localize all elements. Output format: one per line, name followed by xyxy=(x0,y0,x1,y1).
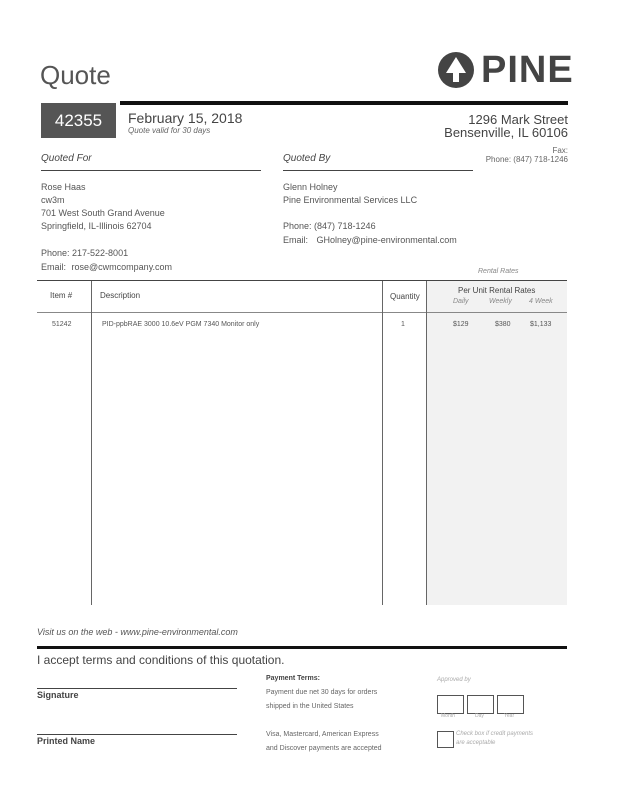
brand-name: PINE xyxy=(481,48,574,91)
quoted-for-divider xyxy=(41,170,261,171)
rental-rates-label: Rental Rates xyxy=(478,268,519,275)
credit-check-line1: Check box if credit payments xyxy=(456,731,534,737)
header-description: Description xyxy=(100,291,141,300)
client-email-label: Email: xyxy=(41,262,67,272)
client-name: Rose Haas xyxy=(41,182,86,192)
approval-month-box[interactable] xyxy=(437,695,464,714)
quoted-by-label: Quoted By xyxy=(283,153,331,164)
payment-cards-line1: Visa, Mastercard, American Express xyxy=(266,731,379,738)
rep-phone: Phone: (847) 718-1246 xyxy=(283,221,376,231)
client-city: Springfield, IL-Illinois 62704 xyxy=(41,221,152,231)
footer-divider xyxy=(37,646,567,649)
signature-line[interactable] xyxy=(37,688,237,689)
accept-terms: I accept terms and conditions of this quotation. xyxy=(37,653,285,667)
header-per-unit-rates: Per Unit Rental Rates xyxy=(458,286,536,295)
row-weekly: $380 xyxy=(495,321,511,328)
credit-checkbox[interactable] xyxy=(437,731,454,748)
credit-check-line2: are acceptable xyxy=(456,740,496,746)
column-divider-item xyxy=(91,281,92,605)
payment-terms-line1: Payment due net 30 days for orders xyxy=(266,689,378,696)
table-header-border xyxy=(37,312,567,313)
box-label-year: Year xyxy=(504,713,515,719)
client-phone: Phone: 217-522-8001 xyxy=(41,248,129,258)
quote-date: February 15, 2018 xyxy=(128,110,243,126)
header-divider xyxy=(120,101,568,105)
client-company: cw3m xyxy=(41,195,65,205)
quote-validity: Quote valid for 30 days xyxy=(128,126,211,135)
approval-day-box[interactable] xyxy=(467,695,494,714)
header-daily: Daily xyxy=(453,298,469,305)
row-description: PID-ppbRAE 3000 10.6eV PGM 7340 Monitor only xyxy=(102,321,260,328)
approved-by-label: Approved by xyxy=(437,677,471,683)
quote-number-badge: 42355 xyxy=(41,103,116,138)
website-link[interactable]: Visit us on the web - www.pine-environmental.com xyxy=(37,627,238,637)
column-divider-description xyxy=(382,281,383,605)
rates-column-shade xyxy=(426,281,567,605)
pine-tree-icon xyxy=(437,51,475,89)
client-street: 701 West South Grand Avenue xyxy=(41,208,165,218)
row-four-week: $1,133 xyxy=(530,321,552,328)
approval-year-box[interactable] xyxy=(497,695,524,714)
client-email[interactable]: rose@cwmcompany.com xyxy=(71,262,173,272)
header-quantity: Quantity xyxy=(390,292,420,301)
rep-email-label: Email: xyxy=(283,235,309,245)
page-title: Quote xyxy=(40,60,111,90)
row-quantity: 1 xyxy=(401,321,405,328)
row-item: 51242 xyxy=(52,321,72,328)
box-label-day: Day xyxy=(475,713,484,719)
payment-terms-line2: shipped in the United States xyxy=(266,703,354,710)
brand-logo xyxy=(437,50,574,90)
rep-email[interactable]: GHolney@pine-environmental.com xyxy=(316,235,457,245)
row-daily: $129 xyxy=(453,321,469,328)
header-item: Item # xyxy=(50,291,73,300)
payment-terms-title: Payment Terms: xyxy=(266,675,320,682)
rep-name: Glenn Holney xyxy=(283,182,338,192)
printed-name-line[interactable] xyxy=(37,734,237,735)
company-fax: Fax: xyxy=(552,146,568,155)
company-address-line1: 1296 Mark Street xyxy=(468,112,568,127)
rep-company: Pine Environmental Services LLC xyxy=(283,195,418,205)
payment-cards-line2: and Discover payments are accepted xyxy=(266,745,382,752)
column-divider-quantity xyxy=(426,281,427,605)
company-phone: Phone: (847) 718-1246 xyxy=(485,155,568,164)
header-weekly: Weekly xyxy=(489,298,512,305)
box-label-month: Month xyxy=(441,713,455,719)
printed-name-label: Printed Name xyxy=(37,736,96,746)
quoted-by-divider xyxy=(283,170,473,171)
signature-label: Signature xyxy=(37,690,79,700)
table-top-border xyxy=(37,280,567,281)
company-address-line2: Bensenville, IL 60106 xyxy=(444,125,568,140)
header-four-week: 4 Week xyxy=(529,298,553,305)
quoted-for-label: Quoted For xyxy=(41,153,92,164)
